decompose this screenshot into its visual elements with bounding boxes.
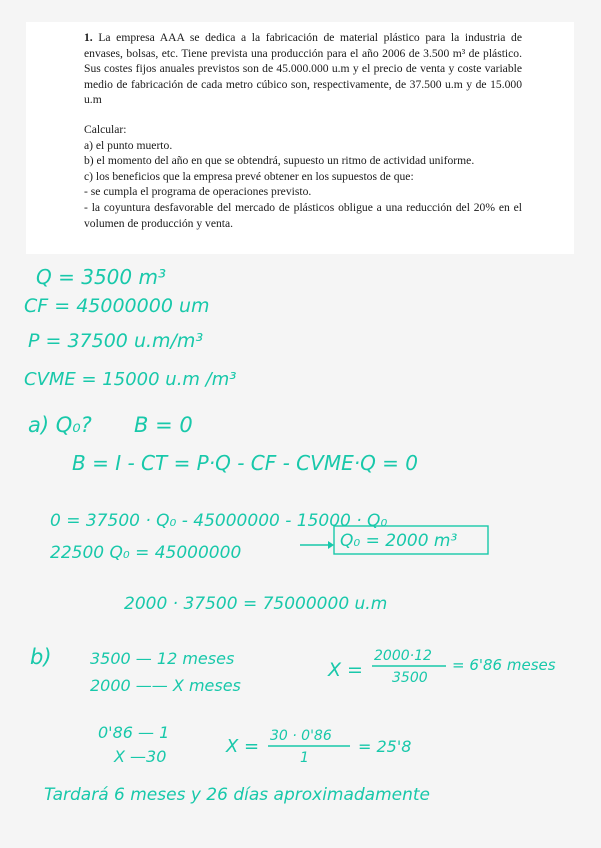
part-a-income: 2000 · 37500 = 75000000 u.m xyxy=(124,594,388,614)
item-c1: - se cumpla el programa de operaciones previsto. xyxy=(84,185,312,199)
part-a-step1: 0 = 37500 · Q₀ - 45000000 - 15000 · Q₀ xyxy=(50,511,388,531)
part-b-numerator2: 30 · 0'86 xyxy=(270,728,332,744)
given-cvme: CVME = 15000 u.m /m³ xyxy=(24,369,237,390)
part-a-result: Q₀ = 2000 m³ xyxy=(340,531,458,551)
item-a: a) el punto muerto. xyxy=(84,138,173,152)
part-b-row4: X —30 xyxy=(114,747,167,766)
part-b-x: X = xyxy=(328,659,363,681)
part-b-denominator2: 1 xyxy=(300,750,309,766)
part-a-label: a) Q₀? xyxy=(28,413,92,437)
part-b-label: b) xyxy=(30,645,52,669)
conclusion: Tardará 6 meses y 26 días aproximadamente xyxy=(44,785,431,805)
item-c2: - la coyuntura desfavorable del mercado de plásticos obligue a una reducción del 20% en el volumen de producción y venta. xyxy=(84,200,522,230)
part-b-result: = 6'86 meses xyxy=(452,656,556,674)
part-b-denominator: 3500 xyxy=(392,670,428,686)
arrow-head-icon xyxy=(328,541,334,549)
given-cf: CF = 45000000 um xyxy=(24,295,210,317)
given-q: Q = 3500 m³ xyxy=(36,265,166,289)
item-c: c) los beneficios que la empresa prevé obtener en los supuestos de que: xyxy=(84,169,414,183)
part-b-numerator: 2000·12 xyxy=(374,648,432,664)
part-a-formula: B = I - CT = P·Q - CF - CVME·Q = 0 xyxy=(72,451,419,475)
item-b: b) el momento del año en que se obtendrá, supuesto un ritmo de actividad uniforme. xyxy=(84,154,475,168)
part-b-row3: 0'86 — 1 xyxy=(98,723,170,742)
part-b-row2: 2000 —— X meses xyxy=(90,676,241,695)
part-b-result2: = 25'8 xyxy=(358,737,412,756)
part-b-row1: 3500 — 12 meses xyxy=(90,649,235,668)
problem-number: 1. xyxy=(84,31,93,44)
problem-text: La empresa AAA se dedica a la fabricación de material plástico para la industria de envases, bolsas, etc. Tiene prevista una producción para el año 2006 de 3.500 m³ de plástico. Sus costes fijos anuales previstos son de 45.000.000 u.m y el precio de venta y coste variable medio de fabricación de cada metro cúbico son, respectivamente, de 37.500 u.m y de 15.000 u.m xyxy=(84,31,522,107)
part-b-x2: X = xyxy=(226,736,260,757)
part-a-step2: 22500 Q₀ = 45000000 xyxy=(50,543,242,563)
given-p: P = 37500 u.m/m³ xyxy=(28,330,204,352)
calcular-label: Calcular: xyxy=(84,122,127,136)
part-a-condition: B = 0 xyxy=(134,413,193,437)
